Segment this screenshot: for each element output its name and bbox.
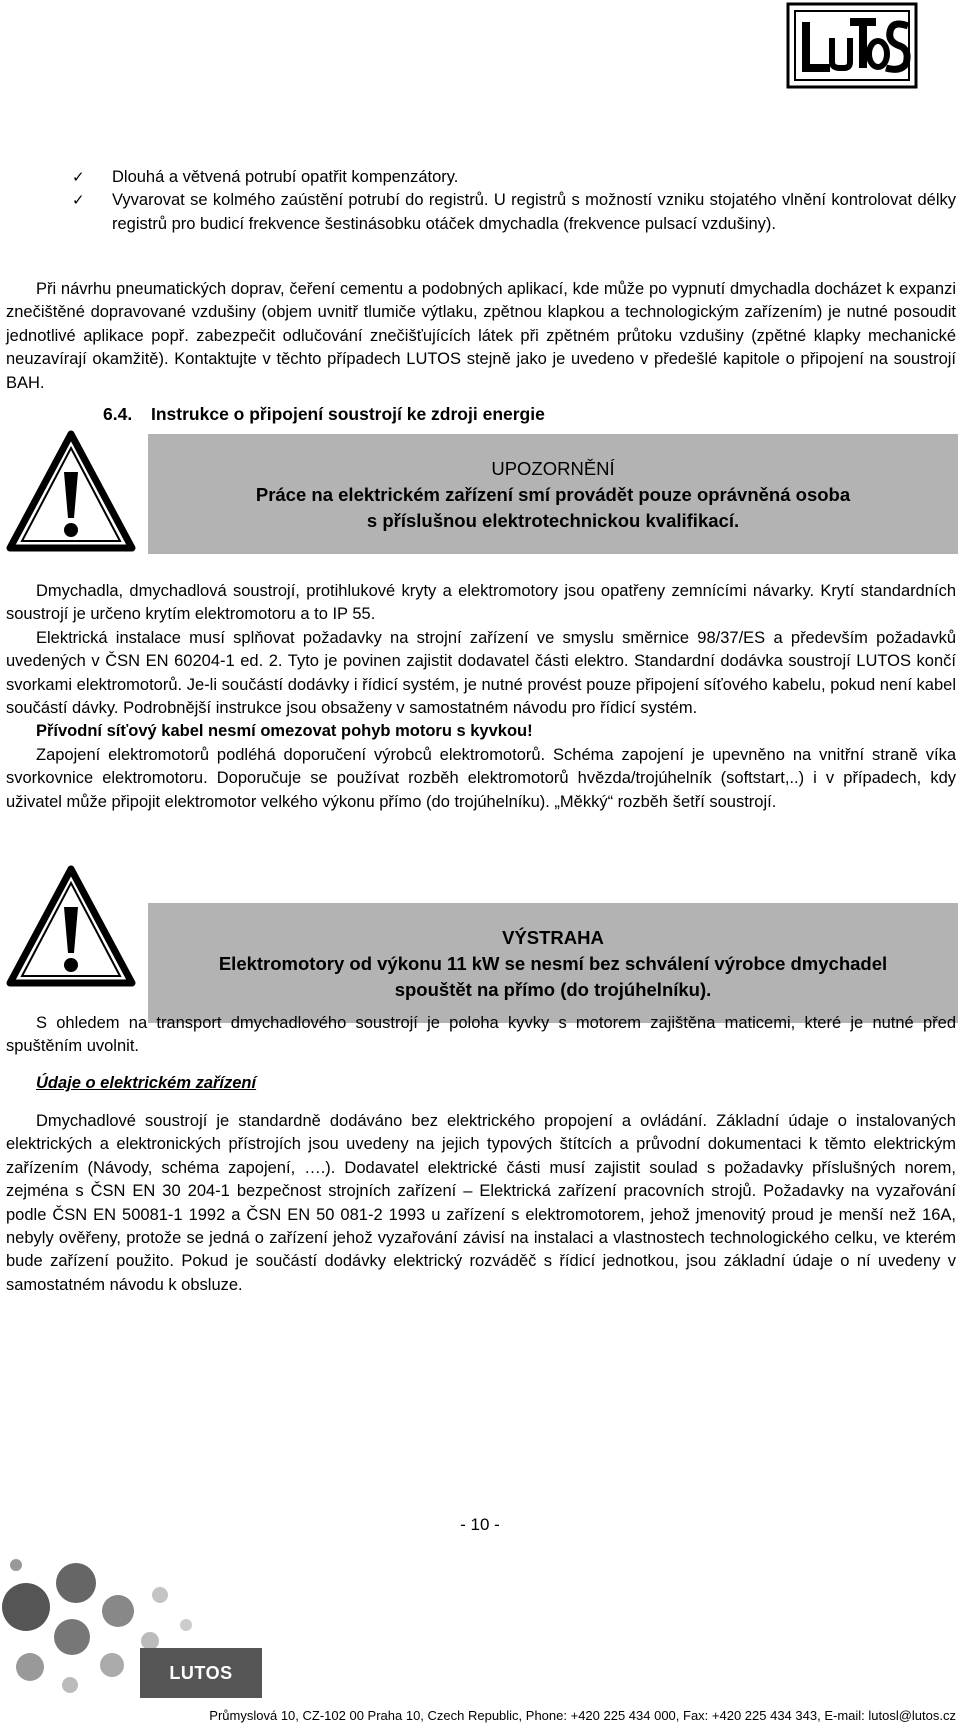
lutos-logo-graphic	[786, 2, 918, 89]
paragraph: Zapojení elektromotorů podléhá doporučení výrobců elektromotorů. Schéma zapojení je upevněno na vnitřní straně víka svorkovnice elektromotoru. Doporučuje se používat rozběh elektromotorů hvězda/trojúhelník (softstart,..) i v případech, kdy uživatel může připojit elektromotor velkého výkonu přímo (do trojúhelníku). „Měkký“ rozběh šetří soustrojí.	[6, 745, 956, 811]
list-item-text: Dlouhá a větvená potrubí opatřit kompenzátory.	[112, 168, 459, 186]
paragraph: S ohledem na transport dmychadlového soustrojí je poloha kyvky s motorem zajištěna maticemi, které je nutné před spuštěním uvolnit.	[6, 1014, 956, 1056]
footer-logo: LUTOS	[140, 1648, 262, 1698]
section-title: Instrukce o připojení soustrojí ke zdroji energie	[151, 404, 545, 424]
checkmark-icon: ✓	[72, 169, 85, 186]
section-number: 6.4.	[103, 404, 133, 424]
warning-triangle-icon	[6, 865, 136, 989]
section-heading	[103, 404, 545, 425]
warning-line: s příslušnou elektrotechnickou kvalifikací.	[366, 510, 740, 531]
company-logo	[786, 2, 918, 89]
paragraph: Dmychadlové soustrojí je standardně dodáváno bez elektrického propojení a ovládání. Základní údaje o instalovaných elektrických a elektronických přístrojích jsou uvedeny na jejich typových štítcích a průvodní dokumentaci k těmto elektrickým zařízením (Návody, schéma zapojení, ….). Dodavatel elektrické části musí zajistit soulad s požadavky příslušných norem, zejména s ČSN EN 30 204-1 bezpečnost strojních zařízení – Elektrická zařízení pracovních strojů. Požadavky na vyzařování podle ČSN EN 50081-1 1992 a ČSN EN 50 081-2 1993 u zařízení s elektromotorem, jehož jmenovitý proud je menší než 16A, nebyly ověřeny, protože se jedná o zařízení jehož vyzařování závisí na instalaci a vlastnostech technologického celku, ve kterém bude zařízení použito. Pokud je součástí dodávky elektrický rozváděč s řídicí jednotkou, jsou základní údaje o ní uvedeny v samostatném návodu k obsluze.	[6, 1112, 956, 1294]
subheading: Údaje o elektrickém zařízení	[36, 1074, 257, 1092]
warning-box	[148, 434, 958, 554]
electrical-section-text	[6, 580, 956, 814]
warning-triangle-icon	[6, 430, 136, 554]
warning-box	[148, 903, 958, 1023]
paragraph: Dmychadla, dmychadlová soustrojí, protihlukové kryty a elektromotory jsou opatřeny zemnícími návarky. Krytí standardních soustrojí je určeno krytím elektromotoru a to IP 55.	[6, 582, 956, 624]
checkmark-icon: ✓	[72, 192, 85, 210]
warning-title: VÝSTRAHA	[502, 927, 604, 948]
bold-notice: Přívodní síťový kabel nesmí omezovat pohyb motoru s kyvkou!	[36, 722, 533, 741]
page-number: - 10 -	[460, 1515, 500, 1534]
checklist	[72, 166, 956, 236]
list-item	[72, 189, 956, 236]
warning-line: Práce na elektrickém zařízení smí provádět pouze oprávněná osoba	[255, 484, 851, 505]
footer-address: Průmyslová 10, CZ-102 00 Praha 10, Czech Republic, Phone: +420 225 434 000, Fax: +420 225 434 343, E-mail: lutosl@lutos.cz	[209, 1708, 956, 1723]
paragraph: Při návrhu pneumatických doprav, čeření cementu a podobných aplikací, kde může po vypnutí dmychadla docházet k expanzi znečištěné dopravované vzdušiny (objem uvnitř tlumiče výtlaku, zpětnou klapkou a technologickým zařízením) je nutné posoudit jednotlivé aplikace popř. zabezpečit odlučování znečišťujících látek při zpětném průtoku vzdušiny (zpětné klapky mechanické neuzavírají okamžitě). Kontaktujte v těchto případech LUTOS stejně jako je uvedeno v předešlé kapitole o připojení na soustrojí BAH.	[6, 280, 956, 392]
list-item	[72, 166, 956, 189]
warning-line: spouštět na přímo (do trojúhelníku).	[394, 979, 712, 1000]
list-item-text: Vyvarovat se kolmého zaústění potrubí do registrů. U registrů s možností vzniku stojatého vlnění kontrolovat délky registrů pro budicí frekvence šestinásobku otáček dmychadla (frekvence pulsací vzdušiny).	[112, 191, 956, 233]
warning-line: Elektromotory od výkonu 11 kW se nesmí bez schválení výrobce dmychadel	[218, 953, 888, 974]
warning-title: UPOZORNĚNÍ	[491, 458, 615, 479]
paragraph: Elektrická instalace musí splňovat požadavky na strojní zařízení ve smyslu směrnice 98/37/ES a především požadavků uvedených v ČSN EN 60204-1 ed. 2. Tyto je povinen zajistit dodavatel části elektro. Standardní dodávka soustrojí LUTOS končí svorkami elektromotorů. Je-li součástí dodávky i řídicí systém, je nutné provést pouze připojení síťového kabelu, pokud není kabel součástí dávky. Podrobnější instrukce jsou obsaženy v samostatném návodu pro řídicí systém.	[6, 628, 956, 718]
